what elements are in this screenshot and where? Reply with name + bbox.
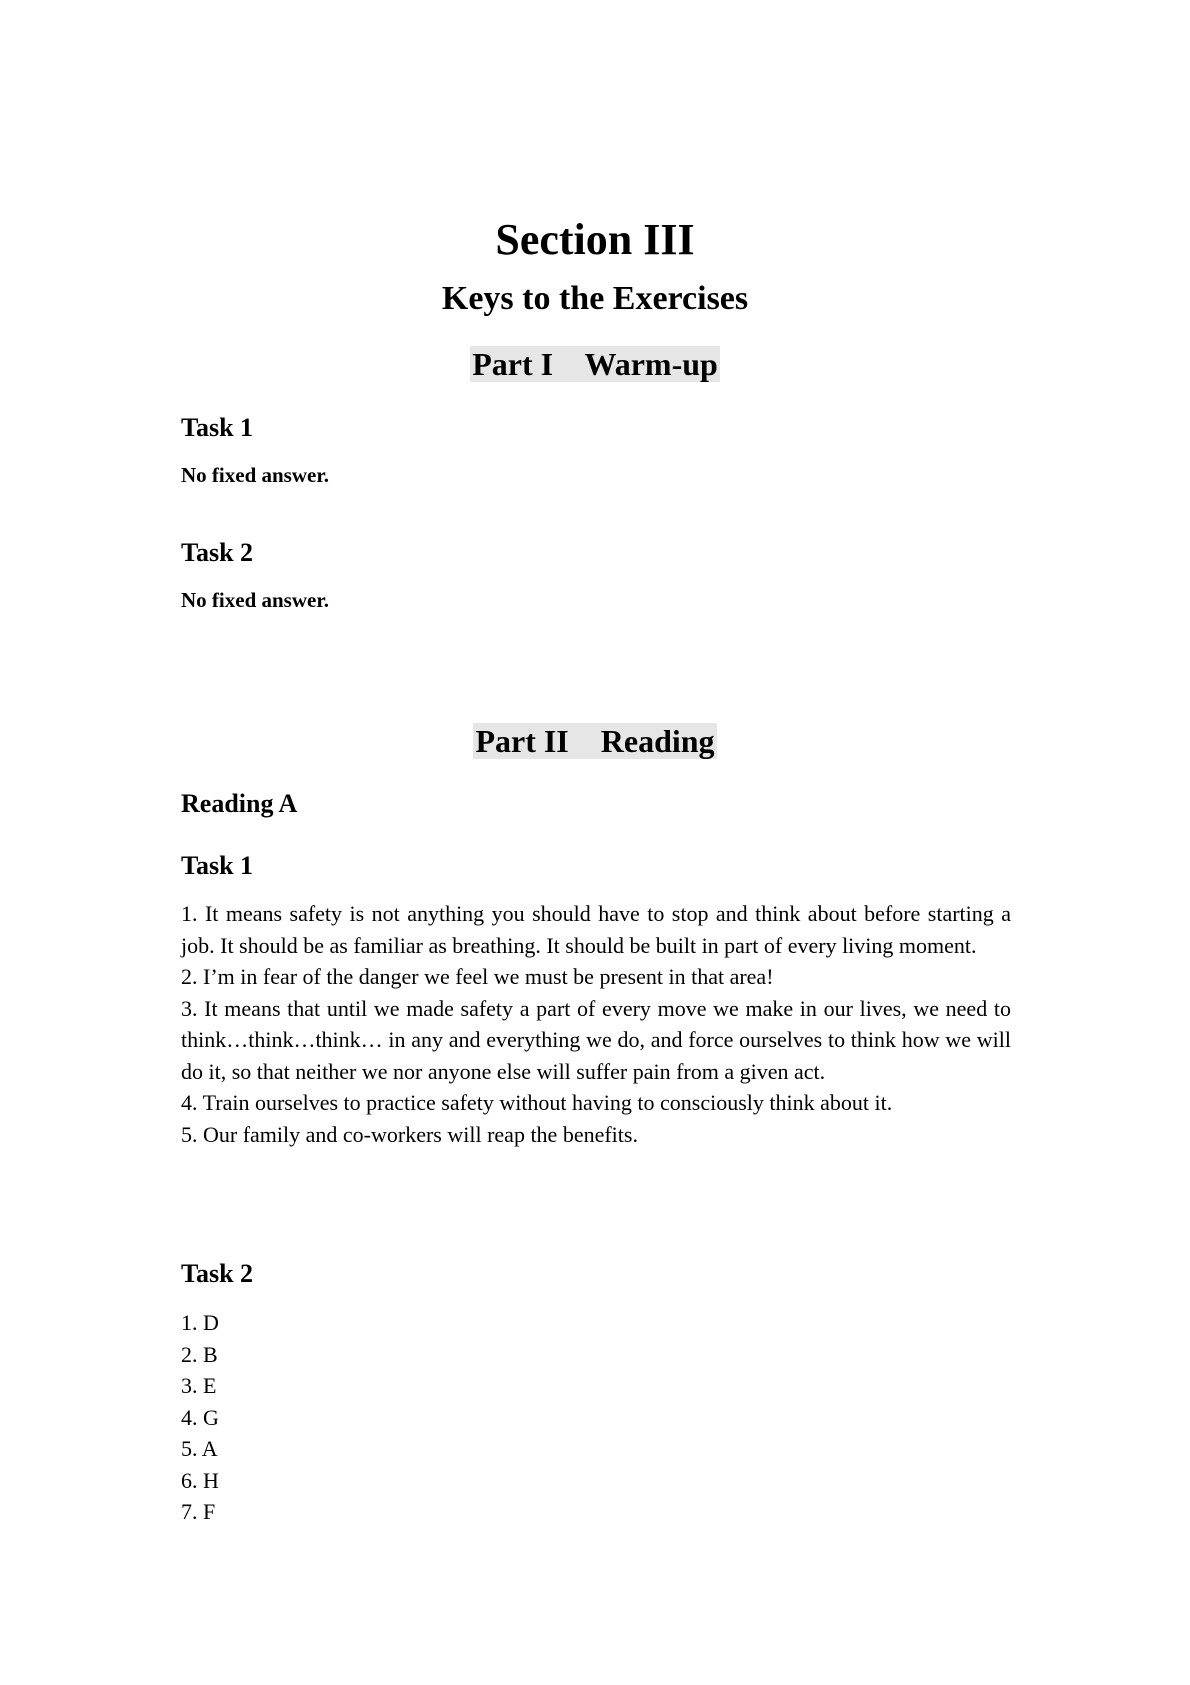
list-item: 6. H [181, 1467, 219, 1493]
part-heading-reading [0, 722, 1190, 760]
task-heading: Task 2 [181, 1259, 254, 1288]
list-item: 5. A [181, 1436, 218, 1461]
list-item: 7. F [181, 1499, 216, 1524]
task-heading: Task 1 [181, 851, 254, 880]
part-heading-text: Part I Warm-up [472, 346, 718, 382]
list-item: 4. G [181, 1404, 219, 1430]
task-heading: Task 2 [181, 538, 254, 567]
list-item: 2. B [181, 1341, 218, 1367]
answer-paragraph: 2. I’m in fear of the danger we feel we must be present in that area! [181, 964, 774, 989]
answer-paragraph: 5. Our family and co-workers will reap the benefits. [181, 1121, 638, 1147]
answer-paragraph: 1. It means safety is not anything you should have to stop and think about before starting a job. It should be as familiar as breathing. It should be built in part of every living moment. [181, 901, 1011, 958]
answer-paragraph: 3. It means that until we made safety a part of every move we make in our lives, we need to think…think…think… in any and everything we do, and force ourselves to think how we will do it, so that neither we nor anyone else will suffer pain from a given act. [181, 995, 1011, 1084]
section-title: Section III [495, 215, 695, 264]
list-item: 1. D [181, 1310, 219, 1335]
task-heading: Task 1 [181, 413, 254, 442]
task2-answer-list [181, 1307, 219, 1528]
reading-heading: Reading A [181, 789, 298, 818]
part-heading-warm-up [0, 345, 1190, 383]
task-answer: No fixed answer. [181, 463, 329, 487]
task1-answers [181, 898, 1011, 1150]
list-item: 3. E [181, 1373, 217, 1398]
section-subtitle: Keys to the Exercises [441, 280, 749, 317]
part-heading-text: Part II Reading [475, 723, 715, 759]
task-answer: No fixed answer. [181, 588, 329, 612]
answer-paragraph: 4. Train ourselves to practice safety without having to consciously think about it. [181, 1090, 893, 1115]
